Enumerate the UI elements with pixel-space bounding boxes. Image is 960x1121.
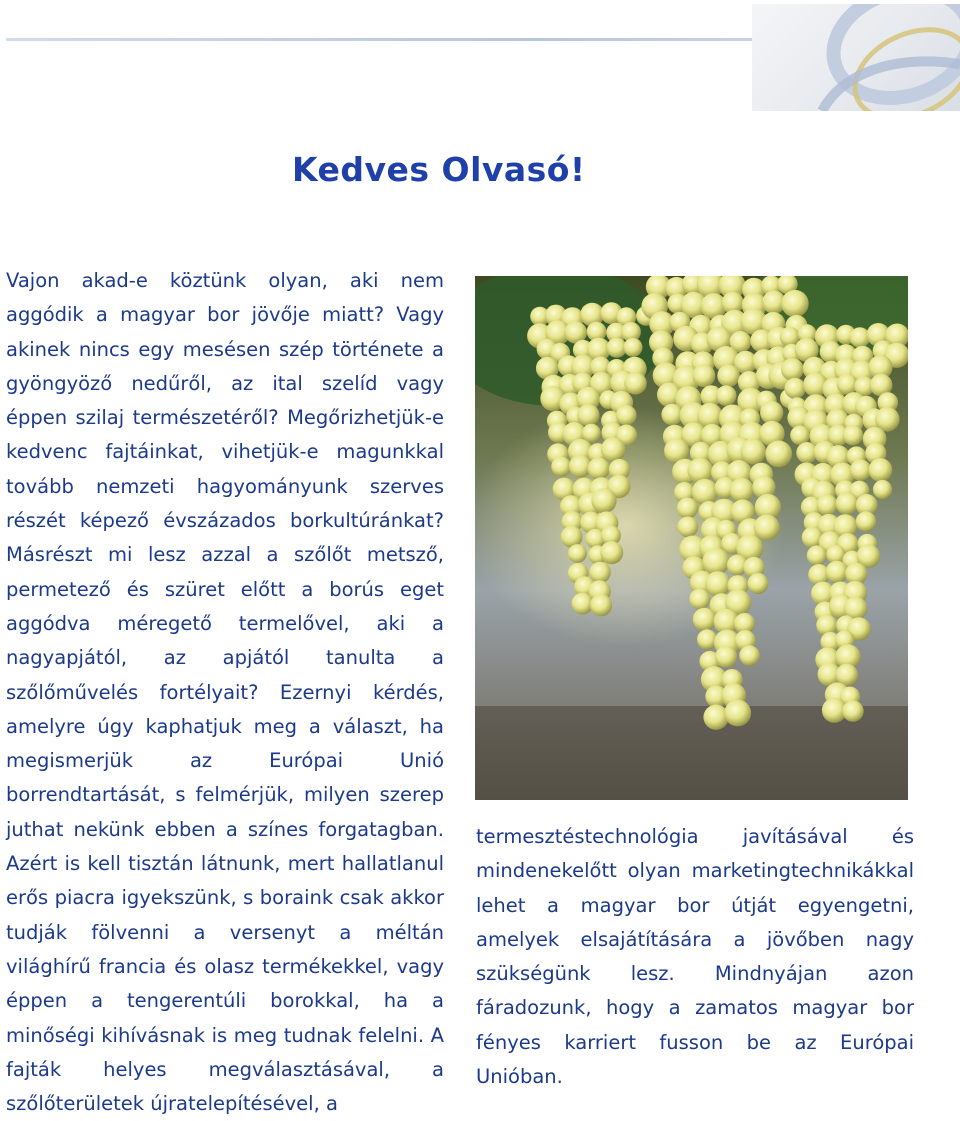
header-rule xyxy=(6,38,766,41)
grape-berry xyxy=(740,439,766,465)
grape-berry xyxy=(677,498,698,519)
grape-berry xyxy=(781,290,808,317)
grape-berry xyxy=(693,364,716,387)
grape-berry xyxy=(715,646,737,668)
grape-berry xyxy=(692,479,718,505)
grape-berry xyxy=(781,358,804,381)
grape-berry xyxy=(739,645,760,666)
grape-berry xyxy=(760,401,783,424)
grape-berry xyxy=(588,458,610,480)
grape-berry xyxy=(856,511,876,531)
logo-swoosh-icon xyxy=(752,4,960,111)
grape-berry xyxy=(590,594,612,616)
grape-berry xyxy=(705,571,731,597)
grape-berry xyxy=(724,700,751,727)
grape-berry xyxy=(785,378,806,399)
grape-berry xyxy=(601,437,626,462)
grape-berry xyxy=(616,405,637,426)
grape-berry xyxy=(693,608,716,631)
grape-berry xyxy=(577,404,599,426)
grape-photo xyxy=(475,276,908,800)
grape-berry xyxy=(765,441,792,468)
grape-berry xyxy=(817,494,838,515)
grape-berry xyxy=(807,545,827,565)
grape-berry xyxy=(869,458,893,482)
grape-berry xyxy=(717,365,740,388)
body-text-left-column: Vajon akad-e köztünk olyan, aki nem aggódik a magyar bor jövője miatt? Vagy akinek nincs egy mesésen szép története a gyöngyöző nedűről, az ital szelíd vagy éppen szilaj természetéről? Megőrizhetjük-e kedvenc fajtáinkat, vihetjük-e magunkkal tovább nemzeti hagyományunk szerves részét képező évszázados borkultúránkat? Másrészt mi lesz azzal a szőlőt metsző, permetező és szüret előtt a borús eget aggódva méregető termelővel, aki a nagyapjától, az apjától tanulta a szőlőművelés fortélyait? Ezernyi kérdés, amelyre úgy kaphatjuk meg a választ, ha megismerjük az Európai Unió borrendtartását, s felmérjük, milyen szerep juthat nekünk ebben a színes forgatagban. Azért is kell tisztán látnunk, mert hallatlanul erős piacra igyekszünk, s boraink csak akkor tudják fölvenni a versenyt a méltán világhírű francia és olasz termékekkel, vagy éppen a tengerentúli borokkal, ha a minőségi kihívásnak is meg tudnak felelni. A fajták helyes megválasztásával, a szőlőterületek újratelepítésével, a xyxy=(6,269,444,1116)
body-text-right-column: termesztéstechnológia javításával és mindenekelőtt olyan marketingtechnikákkal lehet a magyar bor útját egyengetni, amelyek elsajátítására a jövőben nagy szükségünk lesz. Mindnyájan azon fáradozunk, hogy a zamatos magyar bor fényes karriert fusson be az Európai Unióban. xyxy=(476,825,914,1089)
page-title: Kedves Olvasó! xyxy=(292,150,586,189)
grape-berry xyxy=(600,541,623,564)
grape-berry xyxy=(716,385,737,406)
grape-berry xyxy=(624,338,643,357)
logo xyxy=(752,4,960,111)
grape-berry xyxy=(836,492,859,515)
grape-berry xyxy=(754,515,780,541)
grape-berry xyxy=(843,425,863,445)
grape-berry xyxy=(689,589,710,610)
grape-berry xyxy=(551,457,571,477)
grape-berry xyxy=(730,478,754,502)
grape-berry xyxy=(702,548,729,575)
grape-berry xyxy=(687,458,713,484)
grape-berry xyxy=(572,593,594,615)
grape-berry xyxy=(748,573,769,594)
grape-berry xyxy=(568,544,587,563)
grape-berry xyxy=(842,700,863,721)
grape-berry xyxy=(582,424,601,443)
grape-clusters-image xyxy=(475,276,908,800)
grape-berry xyxy=(624,372,647,395)
grape-berry xyxy=(591,488,616,513)
grape-berry xyxy=(850,459,871,480)
grape-berry xyxy=(677,517,698,538)
grape-berry xyxy=(873,480,892,499)
grape-berry xyxy=(826,561,848,583)
